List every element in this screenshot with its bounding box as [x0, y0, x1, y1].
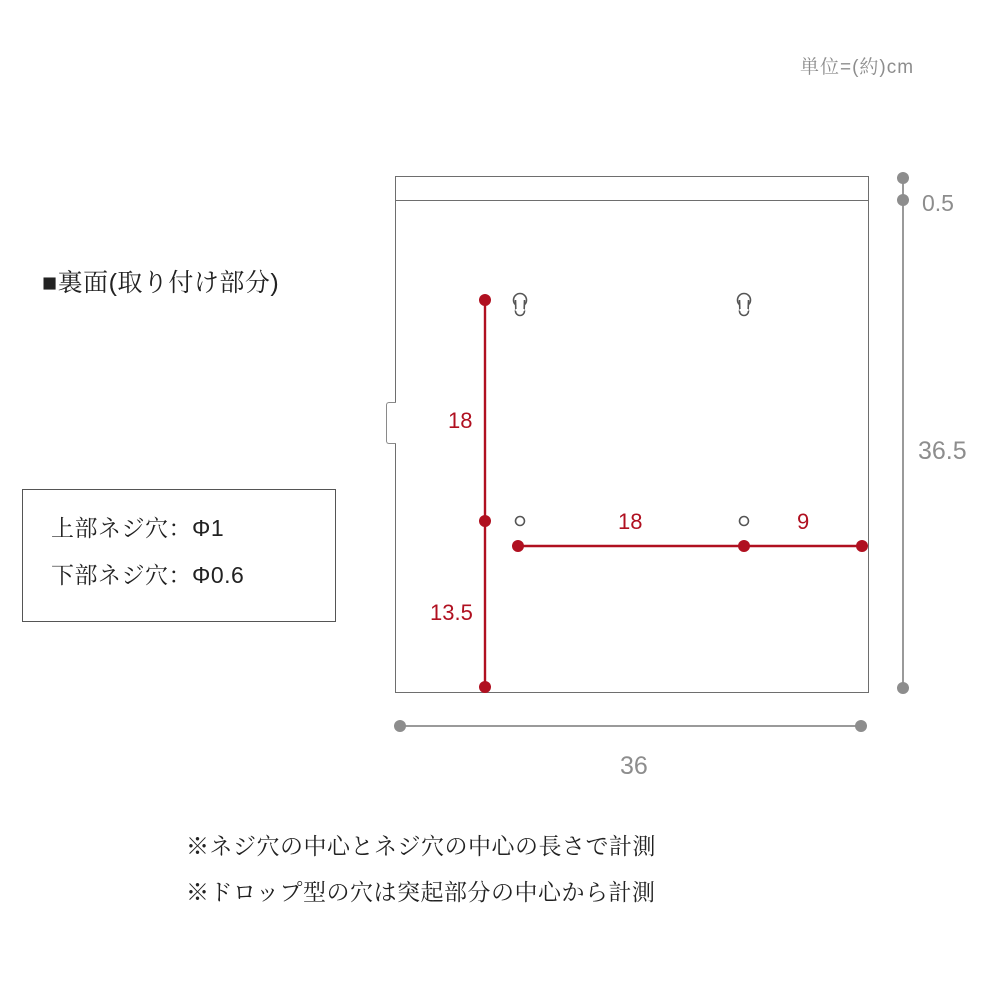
- legend-upper-screw-hole: 上部ネジ穴：Φ1: [51, 515, 225, 541]
- lower-right-round-hole: [740, 517, 749, 526]
- upper-right-drop-hole: [738, 294, 751, 316]
- dim-horizontal-right: 9: [797, 509, 810, 534]
- dim-middle-to-bottom: 13.5: [430, 600, 473, 625]
- section-label: ■裏面(取り付け部分): [42, 269, 280, 297]
- gray-height-dimension: [897, 172, 909, 694]
- dim-upper-to-middle: 18: [448, 408, 473, 433]
- red-vertical-dimension: [479, 294, 491, 693]
- dim-top-strip-height: 0.5: [922, 190, 954, 216]
- gray-width-dimension: [394, 720, 867, 732]
- lower-left-round-hole: [516, 517, 525, 526]
- red-horizontal-dimension: [512, 540, 868, 552]
- dim-horizontal-span: 18: [618, 509, 643, 534]
- footnote-1: ※ネジ穴の中心とネジ穴の中心の長さで計測: [186, 833, 656, 859]
- upper-left-drop-hole: [514, 294, 527, 316]
- footnote-2: ※ドロップ型の穴は突起部分の中心から計測: [186, 879, 656, 905]
- dim-total-width: 36: [620, 752, 648, 780]
- dim-total-height: 36.5: [918, 437, 967, 465]
- unit-note: 単位=(約)cm: [800, 57, 915, 78]
- legend-lower-screw-hole: 下部ネジ穴：Φ0.6: [51, 562, 245, 588]
